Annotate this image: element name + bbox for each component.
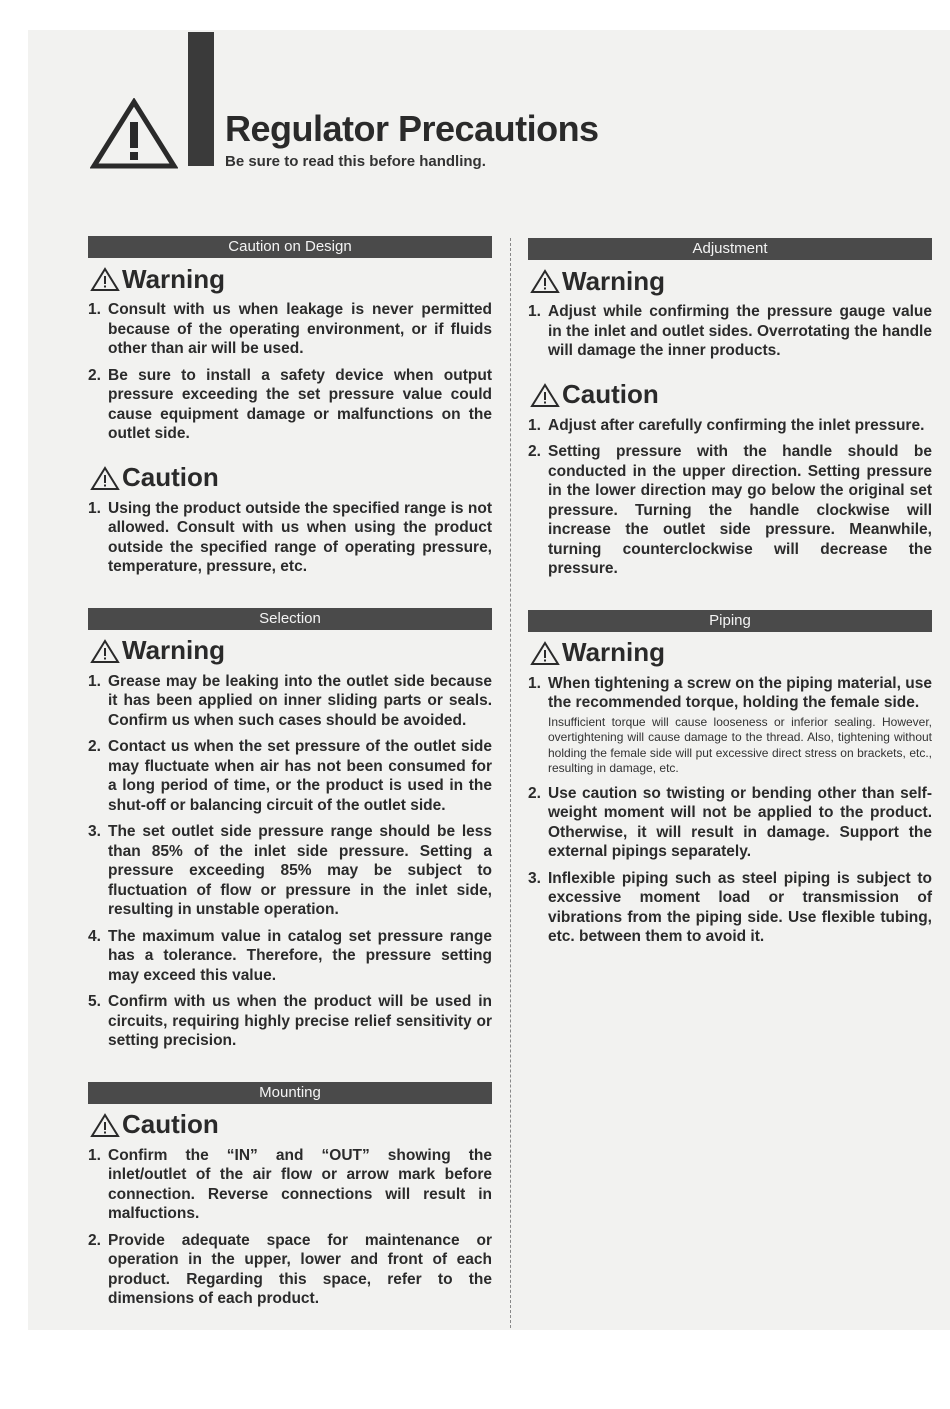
level-gap — [88, 451, 492, 457]
warning-triangle-icon — [530, 268, 560, 294]
item-number: 1. — [88, 672, 101, 690]
item-number: 3. — [88, 823, 101, 840]
item-text: Inflexible piping such as steel piping is subject to excessive moment load or transmission of vibrations from the piping side. Use flexible tubing, etc. between them to avoid it. — [548, 869, 932, 945]
list-item — [88, 300, 492, 359]
item-note: Insufficient torque will cause looseness or inferior sealing. However, overtightening will cause damage to the thread. Also, tightening without holding the female side will put excessive direct stress on brackets, etc., resulting in damage, etc. — [548, 714, 932, 775]
warning-triangle-icon — [530, 382, 560, 408]
item-text: Contact us when the set pressure of the outlet side may fluctuate when air has not been consumed for a long period of time, or the product is used in the shut-off or balancing circuit of the outlet side. — [108, 738, 492, 814]
item-text: The set outlet side pressure range should be less than 85% of the inlet side pressure. Setting a pressure exceeding 85% may be subject to fluctuation of flow or pressure in the inlet side, resulting in unstable operation. — [108, 823, 492, 918]
right-column — [528, 238, 932, 954]
item-number: 1. — [88, 301, 101, 318]
item-number: 2. — [88, 1231, 101, 1249]
item-number: 1. — [528, 303, 541, 320]
item-number: 2. — [88, 738, 101, 755]
level-heading — [530, 638, 932, 668]
item-list — [88, 672, 492, 1051]
item-text: Adjust while confirming the pressure gauge value in the inlet and outlet sides. Overrotating the handle will damage the inner products. — [548, 303, 932, 359]
item-list — [528, 302, 932, 361]
level-heading — [90, 463, 492, 493]
item-number: 2. — [528, 784, 541, 802]
section-gap — [528, 586, 932, 610]
warning-triangle-icon — [90, 638, 120, 664]
header-accent-bar — [188, 32, 214, 166]
left-column — [88, 236, 492, 1316]
section-header: Selection — [88, 608, 492, 630]
list-item — [528, 674, 932, 777]
section-header: Piping — [528, 610, 932, 632]
level-label: Warning — [562, 637, 666, 667]
level-label: Caution — [122, 462, 219, 492]
level-heading — [90, 264, 492, 294]
section-gap — [88, 584, 492, 608]
item-list — [528, 674, 932, 947]
item-number: 4. — [88, 927, 101, 945]
section-header: Caution on Design — [88, 236, 492, 258]
level-label: Caution — [122, 1109, 219, 1139]
list-item — [88, 822, 492, 920]
item-text: Use caution so twisting or bending other than self-weight moment will not be applied to the product. Otherwise, it will result in damage. Support the external pipings separately. — [548, 784, 932, 860]
level-heading — [530, 380, 932, 410]
item-list — [528, 416, 932, 579]
list-item — [88, 499, 492, 577]
item-text: Confirm with us when the product will be used in circuits, requiring highly precise relief sensitivity or setting precision. — [108, 993, 492, 1049]
list-item — [88, 1146, 492, 1224]
page-title: Regulator Precautions — [225, 108, 599, 149]
section-header: Mounting — [88, 1082, 492, 1104]
item-list — [88, 300, 492, 444]
list-item — [528, 784, 932, 862]
item-text: Confirm the “IN” and “OUT” showing the inlet/outlet of the air flow or arrow mark before connection. Reverse connections will result in malfuctions. — [108, 1146, 492, 1222]
item-text: Consult with us when leakage is never permitted because of the operating environment, or if fluids other than air will be used. — [108, 301, 492, 357]
item-text: Using the product outside the specified range is not allowed. Consult with us when using the product outside the specified range of operating pressure, temperature, pressure, etc. — [108, 499, 492, 575]
list-item — [528, 416, 932, 436]
section-gap — [88, 1058, 492, 1082]
list-item — [88, 672, 492, 731]
list-item — [528, 869, 932, 947]
list-item — [528, 302, 932, 361]
item-list — [88, 1146, 492, 1309]
item-number: 1. — [528, 416, 541, 434]
list-item — [88, 1231, 492, 1309]
item-text: The maximum value in catalog set pressure range has a tolerance. Therefore, the pressure setting may exceed this value. — [108, 927, 492, 984]
list-item — [88, 366, 492, 444]
item-text: Adjust after carefully confirming the inlet pressure. — [548, 416, 925, 434]
level-label: Warning — [122, 635, 226, 665]
item-text: Be sure to install a safety device when output pressure exceeding the set pressure value could cause equipment damage or malfunctions on the outlet side. — [108, 366, 492, 442]
item-number: 1. — [88, 1146, 101, 1164]
warning-triangle-icon — [90, 1112, 120, 1138]
item-number: 3. — [528, 869, 541, 887]
item-text: Provide adequate space for maintenance or operation in the upper, lower and front of each product. Regarding this space, refer to the dimensions of each product. — [108, 1231, 492, 1307]
item-number: 1. — [528, 674, 541, 692]
warning-triangle-icon — [90, 465, 120, 491]
item-number: 2. — [528, 443, 541, 460]
item-text: When tightening a screw on the piping material, use the recommended torque, holding the female side. — [548, 674, 932, 711]
level-heading — [530, 266, 932, 296]
level-label: Warning — [122, 263, 226, 294]
item-list — [88, 499, 492, 577]
item-text: Grease may be leaking into the outlet side because it has been applied on inner sliding parts or seals. Confirm us when such cases should be avoided. — [108, 672, 492, 729]
list-item — [88, 927, 492, 986]
warning-triangle-icon — [530, 640, 560, 666]
list-item — [88, 992, 492, 1051]
item-number: 1. — [88, 499, 101, 517]
level-label: Caution — [562, 379, 659, 409]
item-number: 5. — [88, 993, 101, 1010]
item-text: Setting pressure with the handle should be conducted in the upper direction. Setting pressure in the lower direction may go below the original set pressure. Turning the handle clockwise will increase the outlet side pressure. Meanwhile, turning counterclockwise will decrease the pressure. — [548, 443, 932, 577]
warning-triangle-icon — [90, 266, 120, 292]
list-item — [88, 737, 492, 815]
column-divider — [510, 238, 511, 1328]
list-item — [528, 442, 932, 579]
level-heading — [90, 636, 492, 666]
warning-triangle-icon — [90, 98, 178, 170]
level-heading — [90, 1110, 492, 1140]
level-gap — [528, 368, 932, 374]
level-label: Warning — [562, 265, 666, 296]
item-number: 2. — [88, 366, 101, 384]
page-subtitle: Be sure to read this before handling. — [225, 153, 486, 170]
section-header: Adjustment — [528, 238, 932, 260]
